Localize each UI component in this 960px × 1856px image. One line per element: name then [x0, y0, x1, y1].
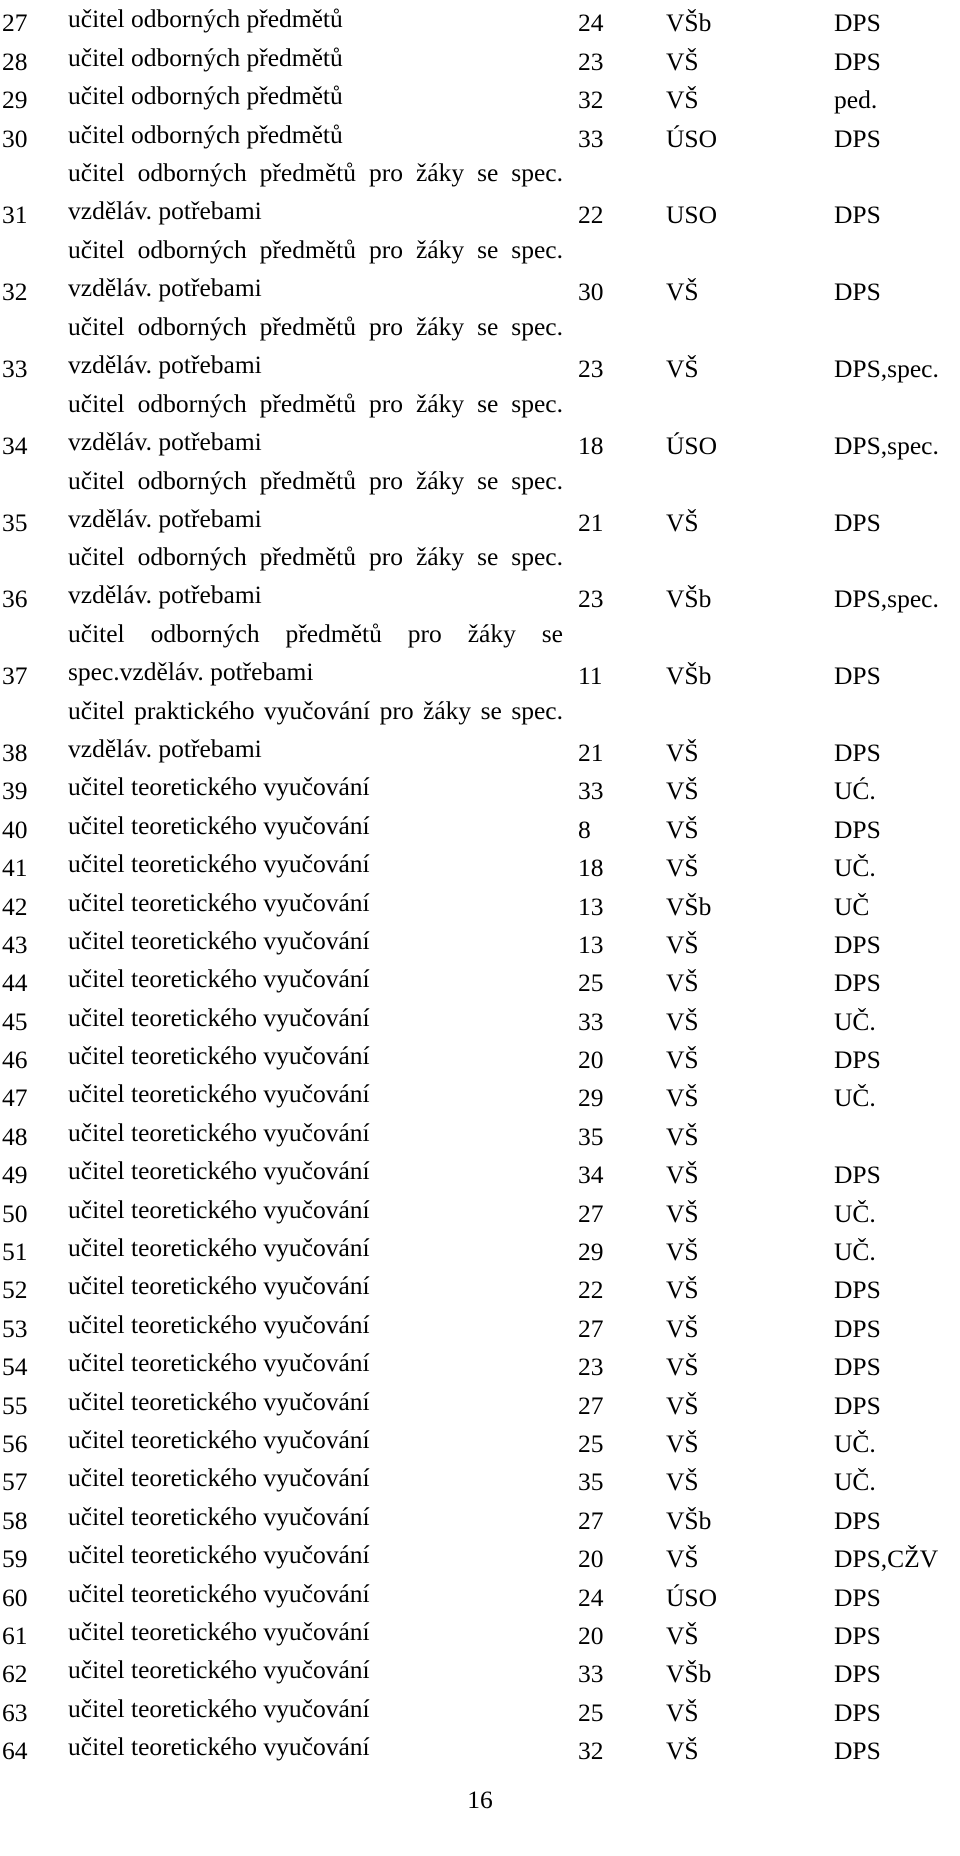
position-title-text: učitel odborných předmětů — [68, 119, 343, 149]
position-title-text: učitel teoretického vyučování — [68, 1386, 370, 1416]
education-level: VŠ — [666, 929, 699, 959]
qualification: DPS — [834, 1045, 881, 1075]
qualification: DPS — [834, 1275, 881, 1305]
position-title — [68, 806, 578, 844]
position-title-text: učitel teoretického vyučování — [68, 1348, 370, 1378]
qualification: UČ. — [834, 1083, 876, 1113]
education-level: VŠ — [666, 1237, 699, 1267]
row-number: 49 — [2, 1160, 28, 1190]
position-title-text: učitel teoretického vyučování — [68, 1041, 370, 1071]
table-row — [0, 1497, 960, 1535]
position-title-text: učitel teoretického vyučování — [68, 1540, 370, 1570]
table-row — [0, 1536, 960, 1574]
practice-years: 33 — [578, 1006, 604, 1036]
row-number: 64 — [2, 1736, 28, 1766]
position-title — [68, 461, 578, 538]
education-level: VŠ — [666, 1313, 699, 1343]
education-level: VŠb — [666, 584, 712, 614]
practice-years: 18 — [578, 853, 604, 883]
position-title — [68, 154, 578, 231]
position-title-text: učitel teoretického vyučování — [68, 1693, 370, 1723]
position-title — [68, 538, 578, 615]
position-title-text: učitel teoretického vyučování — [68, 1002, 370, 1032]
table-row — [0, 1037, 960, 1075]
position-title-text: učitel teoretického vyučování — [68, 1655, 370, 1685]
row-number: 45 — [2, 1006, 28, 1036]
position-title-text: učitel odborných předmětů pro žáky se spec. vzděláv. potřebami — [68, 542, 563, 610]
position-title-text: učitel odborných předmětů pro žáky se spec.vzděláv. potřebami — [68, 619, 563, 687]
education-level: VŠ — [666, 737, 699, 767]
education-level: ÚSO — [666, 1582, 718, 1612]
row-number: 43 — [2, 929, 28, 959]
position-title-text: učitel teoretického vyučování — [68, 1079, 370, 1109]
row-number: 29 — [2, 85, 28, 115]
qualification: UČ. — [834, 853, 876, 883]
row-number: 47 — [2, 1083, 28, 1113]
position-title — [68, 38, 578, 76]
position-title — [68, 1459, 578, 1497]
table-row — [0, 1075, 960, 1113]
position-title — [68, 922, 578, 960]
practice-years: 25 — [578, 1428, 604, 1458]
position-title — [68, 307, 578, 384]
position-title-text: učitel teoretického vyučování — [68, 1194, 370, 1224]
table-row — [0, 1229, 960, 1267]
qualification: DPS — [834, 1160, 881, 1190]
row-number: 39 — [2, 776, 28, 806]
position-title-text: učitel teoretického vyučování — [68, 772, 370, 802]
row-number: 34 — [2, 430, 28, 460]
position-title-text: učitel odborných předmětů pro žáky se spec. vzděláv. potřebami — [68, 235, 563, 303]
practice-years: 21 — [578, 507, 604, 537]
table-row — [0, 38, 960, 76]
practice-years: 23 — [578, 584, 604, 614]
table-row — [0, 77, 960, 115]
education-level: ÚSO — [666, 430, 718, 460]
practice-years: 27 — [578, 1198, 604, 1228]
row-number: 28 — [2, 46, 28, 76]
practice-years: 8 — [578, 814, 591, 844]
position-title — [68, 77, 578, 115]
table-row — [0, 883, 960, 921]
table-row — [0, 1689, 960, 1727]
qualification: DPS — [834, 661, 881, 691]
education-level: VŠb — [666, 1659, 712, 1689]
practice-years: 22 — [578, 200, 604, 230]
position-title-text: učitel odborných předmětů pro žáky se spec. vzděláv. potřebami — [68, 465, 563, 533]
education-level: VŠ — [666, 1121, 699, 1151]
qualification: DPS — [834, 1697, 881, 1727]
practice-years: 13 — [578, 891, 604, 921]
qualification: DPS — [834, 1352, 881, 1382]
practice-years: 29 — [578, 1237, 604, 1267]
row-number: 58 — [2, 1505, 28, 1535]
row-number: 48 — [2, 1121, 28, 1151]
education-level: VŠ — [666, 1544, 699, 1574]
practice-years: 23 — [578, 353, 604, 383]
position-title — [68, 768, 578, 806]
position-title — [68, 1574, 578, 1612]
row-number: 46 — [2, 1045, 28, 1075]
education-level: USO — [666, 200, 718, 230]
table-row — [0, 1421, 960, 1459]
education-level: VŠ — [666, 1045, 699, 1075]
position-title — [68, 883, 578, 921]
practice-years: 25 — [578, 1697, 604, 1727]
table-row — [0, 1728, 960, 1766]
row-number: 52 — [2, 1275, 28, 1305]
row-number: 61 — [2, 1620, 28, 1650]
row-number: 38 — [2, 737, 28, 767]
row-number: 37 — [2, 661, 28, 691]
row-number: 31 — [2, 200, 28, 230]
qualification: DPS — [834, 1505, 881, 1535]
practice-years: 29 — [578, 1083, 604, 1113]
table-row — [0, 960, 960, 998]
position-title-text: učitel teoretického vyučování — [68, 1309, 370, 1339]
practice-years: 34 — [578, 1160, 604, 1190]
practice-years: 33 — [578, 1659, 604, 1689]
practice-years: 21 — [578, 737, 604, 767]
table-row — [0, 384, 960, 461]
qualification: DPS,spec. — [834, 430, 939, 460]
row-number: 51 — [2, 1237, 28, 1267]
row-number: 32 — [2, 277, 28, 307]
education-level: VŠ — [666, 1620, 699, 1650]
position-title — [68, 1613, 578, 1651]
qualification: DPS — [834, 1582, 881, 1612]
position-title-text: učitel teoretického vyučování — [68, 849, 370, 879]
table-row — [0, 230, 960, 307]
position-title — [68, 845, 578, 883]
education-level: VŠ — [666, 1083, 699, 1113]
practice-years: 11 — [578, 661, 603, 691]
practice-years: 24 — [578, 1582, 604, 1612]
position-title — [68, 1497, 578, 1535]
education-level: VŠ — [666, 85, 699, 115]
position-title — [68, 1113, 578, 1151]
position-title-text: učitel teoretického vyučování — [68, 1233, 370, 1263]
position-title — [68, 691, 578, 768]
row-number: 33 — [2, 353, 28, 383]
table-row — [0, 614, 960, 691]
practice-years: 13 — [578, 929, 604, 959]
position-title-text: učitel teoretického vyučování — [68, 964, 370, 994]
practice-years: 22 — [578, 1275, 604, 1305]
table-row — [0, 806, 960, 844]
row-number: 60 — [2, 1582, 28, 1612]
education-level: VŠb — [666, 661, 712, 691]
qualification: DPS — [834, 1620, 881, 1650]
qualification: DPS — [834, 1390, 881, 1420]
table-row — [0, 998, 960, 1036]
position-title — [68, 1651, 578, 1689]
practice-years: 23 — [578, 46, 604, 76]
education-level: VŠ — [666, 1428, 699, 1458]
practice-years: 20 — [578, 1045, 604, 1075]
position-title-text: učitel teoretického vyučování — [68, 1578, 370, 1608]
position-title — [68, 230, 578, 307]
row-number: 41 — [2, 853, 28, 883]
row-number: 36 — [2, 584, 28, 614]
practice-years: 33 — [578, 776, 604, 806]
practice-years: 30 — [578, 277, 604, 307]
practice-years: 35 — [578, 1467, 604, 1497]
table-row — [0, 1382, 960, 1420]
position-title-text: učitel teoretického vyučování — [68, 1271, 370, 1301]
table-row — [0, 1267, 960, 1305]
row-number: 44 — [2, 968, 28, 998]
row-number: 53 — [2, 1313, 28, 1343]
practice-years: 27 — [578, 1313, 604, 1343]
education-level: VŠ — [666, 353, 699, 383]
education-level: VŠ — [666, 1736, 699, 1766]
education-level: VŠ — [666, 968, 699, 998]
education-level: VŠ — [666, 1697, 699, 1727]
table-row — [0, 691, 960, 768]
position-title — [68, 614, 578, 691]
table-row — [0, 538, 960, 615]
qualification: UĆ. — [834, 776, 876, 806]
qualification: DPS — [834, 507, 881, 537]
position-title-text: učitel odborných předmětů — [68, 81, 343, 111]
table-row — [0, 1613, 960, 1651]
practice-years: 32 — [578, 1736, 604, 1766]
position-title — [68, 1267, 578, 1305]
practice-years: 20 — [578, 1620, 604, 1650]
qualification: DPS — [834, 1313, 881, 1343]
qualification: UČ. — [834, 1237, 876, 1267]
qualification: DPS — [834, 46, 881, 76]
position-title-text: učitel teoretického vyučování — [68, 1156, 370, 1186]
table-row — [0, 1113, 960, 1151]
table-row — [0, 922, 960, 960]
position-title — [68, 1229, 578, 1267]
table-row — [0, 1651, 960, 1689]
position-title — [68, 1037, 578, 1075]
position-title — [68, 1344, 578, 1382]
qualification: UČ. — [834, 1467, 876, 1497]
practice-years: 20 — [578, 1544, 604, 1574]
row-number: 55 — [2, 1390, 28, 1420]
row-number: 62 — [2, 1659, 28, 1689]
qualification: DPS — [834, 968, 881, 998]
table-row — [0, 1459, 960, 1497]
position-title-text: učitel teoretického vyučování — [68, 1424, 370, 1454]
position-title — [68, 1382, 578, 1420]
position-title — [68, 1689, 578, 1727]
position-title-text: učitel teoretického vyučování — [68, 1463, 370, 1493]
page-number: 16 — [467, 1785, 493, 1814]
qualification: DPS — [834, 277, 881, 307]
education-level: ÚSO — [666, 123, 718, 153]
practice-years: 18 — [578, 430, 604, 460]
position-title — [68, 1421, 578, 1459]
position-title — [68, 384, 578, 461]
row-number: 40 — [2, 814, 28, 844]
practice-years: 24 — [578, 8, 604, 38]
qualification: DPS — [834, 814, 881, 844]
table-row — [0, 1344, 960, 1382]
table-row — [0, 115, 960, 153]
row-number: 63 — [2, 1697, 28, 1727]
position-title — [68, 115, 578, 153]
education-level: VŠ — [666, 1467, 699, 1497]
row-number: 50 — [2, 1198, 28, 1228]
table-row — [0, 1574, 960, 1612]
practice-years: 27 — [578, 1505, 604, 1535]
position-title-text: učitel odborných předmětů — [68, 42, 343, 72]
practice-years: 23 — [578, 1352, 604, 1382]
row-number: 35 — [2, 507, 28, 537]
table-row — [0, 307, 960, 384]
table-row — [0, 1305, 960, 1343]
education-level: VŠ — [666, 1198, 699, 1228]
position-title-text: učitel odborných předmětů pro žáky se spec. vzděláv. potřebami — [68, 311, 563, 379]
position-title — [68, 998, 578, 1036]
table-row — [0, 154, 960, 231]
position-title — [68, 1536, 578, 1574]
qualification: DPS — [834, 123, 881, 153]
table-row — [0, 845, 960, 883]
table-row — [0, 768, 960, 806]
position-title-text: učitel teoretického vyučování — [68, 1501, 370, 1531]
education-level: VŠ — [666, 1275, 699, 1305]
qualification: UČ. — [834, 1198, 876, 1228]
position-title — [68, 1190, 578, 1228]
qualification: DPS — [834, 737, 881, 767]
education-level: VŠ — [666, 46, 699, 76]
education-level: VŠb — [666, 891, 712, 921]
qualification: DPS — [834, 1659, 881, 1689]
position-title — [68, 1075, 578, 1113]
position-title-text: učitel teoretického vyučování — [68, 1117, 370, 1147]
education-level: VŠ — [666, 1390, 699, 1420]
row-number: 54 — [2, 1352, 28, 1382]
qualification: DPS,spec. — [834, 353, 939, 383]
position-title — [68, 0, 578, 38]
row-number: 56 — [2, 1428, 28, 1458]
education-level: VŠ — [666, 1006, 699, 1036]
education-level: VŠ — [666, 1160, 699, 1190]
education-level: VŠb — [666, 8, 712, 38]
education-level: VŠ — [666, 507, 699, 537]
qualification: DPS — [834, 929, 881, 959]
row-number: 30 — [2, 123, 28, 153]
education-level: VŠ — [666, 1352, 699, 1382]
qualification: DPS — [834, 200, 881, 230]
practice-years: 35 — [578, 1121, 604, 1151]
practice-years: 33 — [578, 123, 604, 153]
position-title-text: učitel teoretického vyučování — [68, 810, 370, 840]
table-row — [0, 0, 960, 38]
position-title-text: učitel teoretického vyučování — [68, 1732, 370, 1762]
position-title-text: učitel teoretického vyučování — [68, 887, 370, 917]
position-title — [68, 1152, 578, 1190]
position-title-text: učitel odborných předmětů pro žáky se spec. vzděláv. potřebami — [68, 158, 563, 226]
education-level: VŠ — [666, 277, 699, 307]
practice-years: 32 — [578, 85, 604, 115]
position-title-text: učitel teoretického vyučování — [68, 925, 370, 955]
qualification: DPS,spec. — [834, 584, 939, 614]
qualification: ped. — [834, 85, 878, 115]
qualification — [834, 1113, 960, 1151]
row-number: 59 — [2, 1544, 28, 1574]
qualification: UČ. — [834, 1428, 876, 1458]
education-level: VŠ — [666, 814, 699, 844]
row-number: 42 — [2, 891, 28, 921]
education-level: VŠb — [666, 1505, 712, 1535]
table-row — [0, 461, 960, 538]
position-title-text: učitel odborných předmětů — [68, 4, 343, 34]
position-title — [68, 960, 578, 998]
position-title-text: učitel teoretického vyučování — [68, 1616, 370, 1646]
practice-years: 27 — [578, 1390, 604, 1420]
education-level: VŠ — [666, 776, 699, 806]
qualification: UČ. — [834, 1006, 876, 1036]
position-title-text: učitel odborných předmětů pro žáky se spec. vzděláv. potřebami — [68, 388, 563, 456]
education-level: VŠ — [666, 853, 699, 883]
row-number: 57 — [2, 1467, 28, 1497]
row-number: 27 — [2, 8, 28, 38]
practice-years: 25 — [578, 968, 604, 998]
position-title — [68, 1728, 578, 1766]
table-row — [0, 1190, 960, 1228]
qualification: DPS,CŽV — [834, 1544, 939, 1574]
table-row — [0, 1152, 960, 1190]
qualification: DPS — [834, 1736, 881, 1766]
position-title — [68, 1305, 578, 1343]
qualification: UČ — [834, 891, 870, 921]
qualification: DPS — [834, 8, 881, 38]
position-title-text: učitel praktického vyučování pro žáky se spec. vzděláv. potřebami — [68, 695, 563, 763]
